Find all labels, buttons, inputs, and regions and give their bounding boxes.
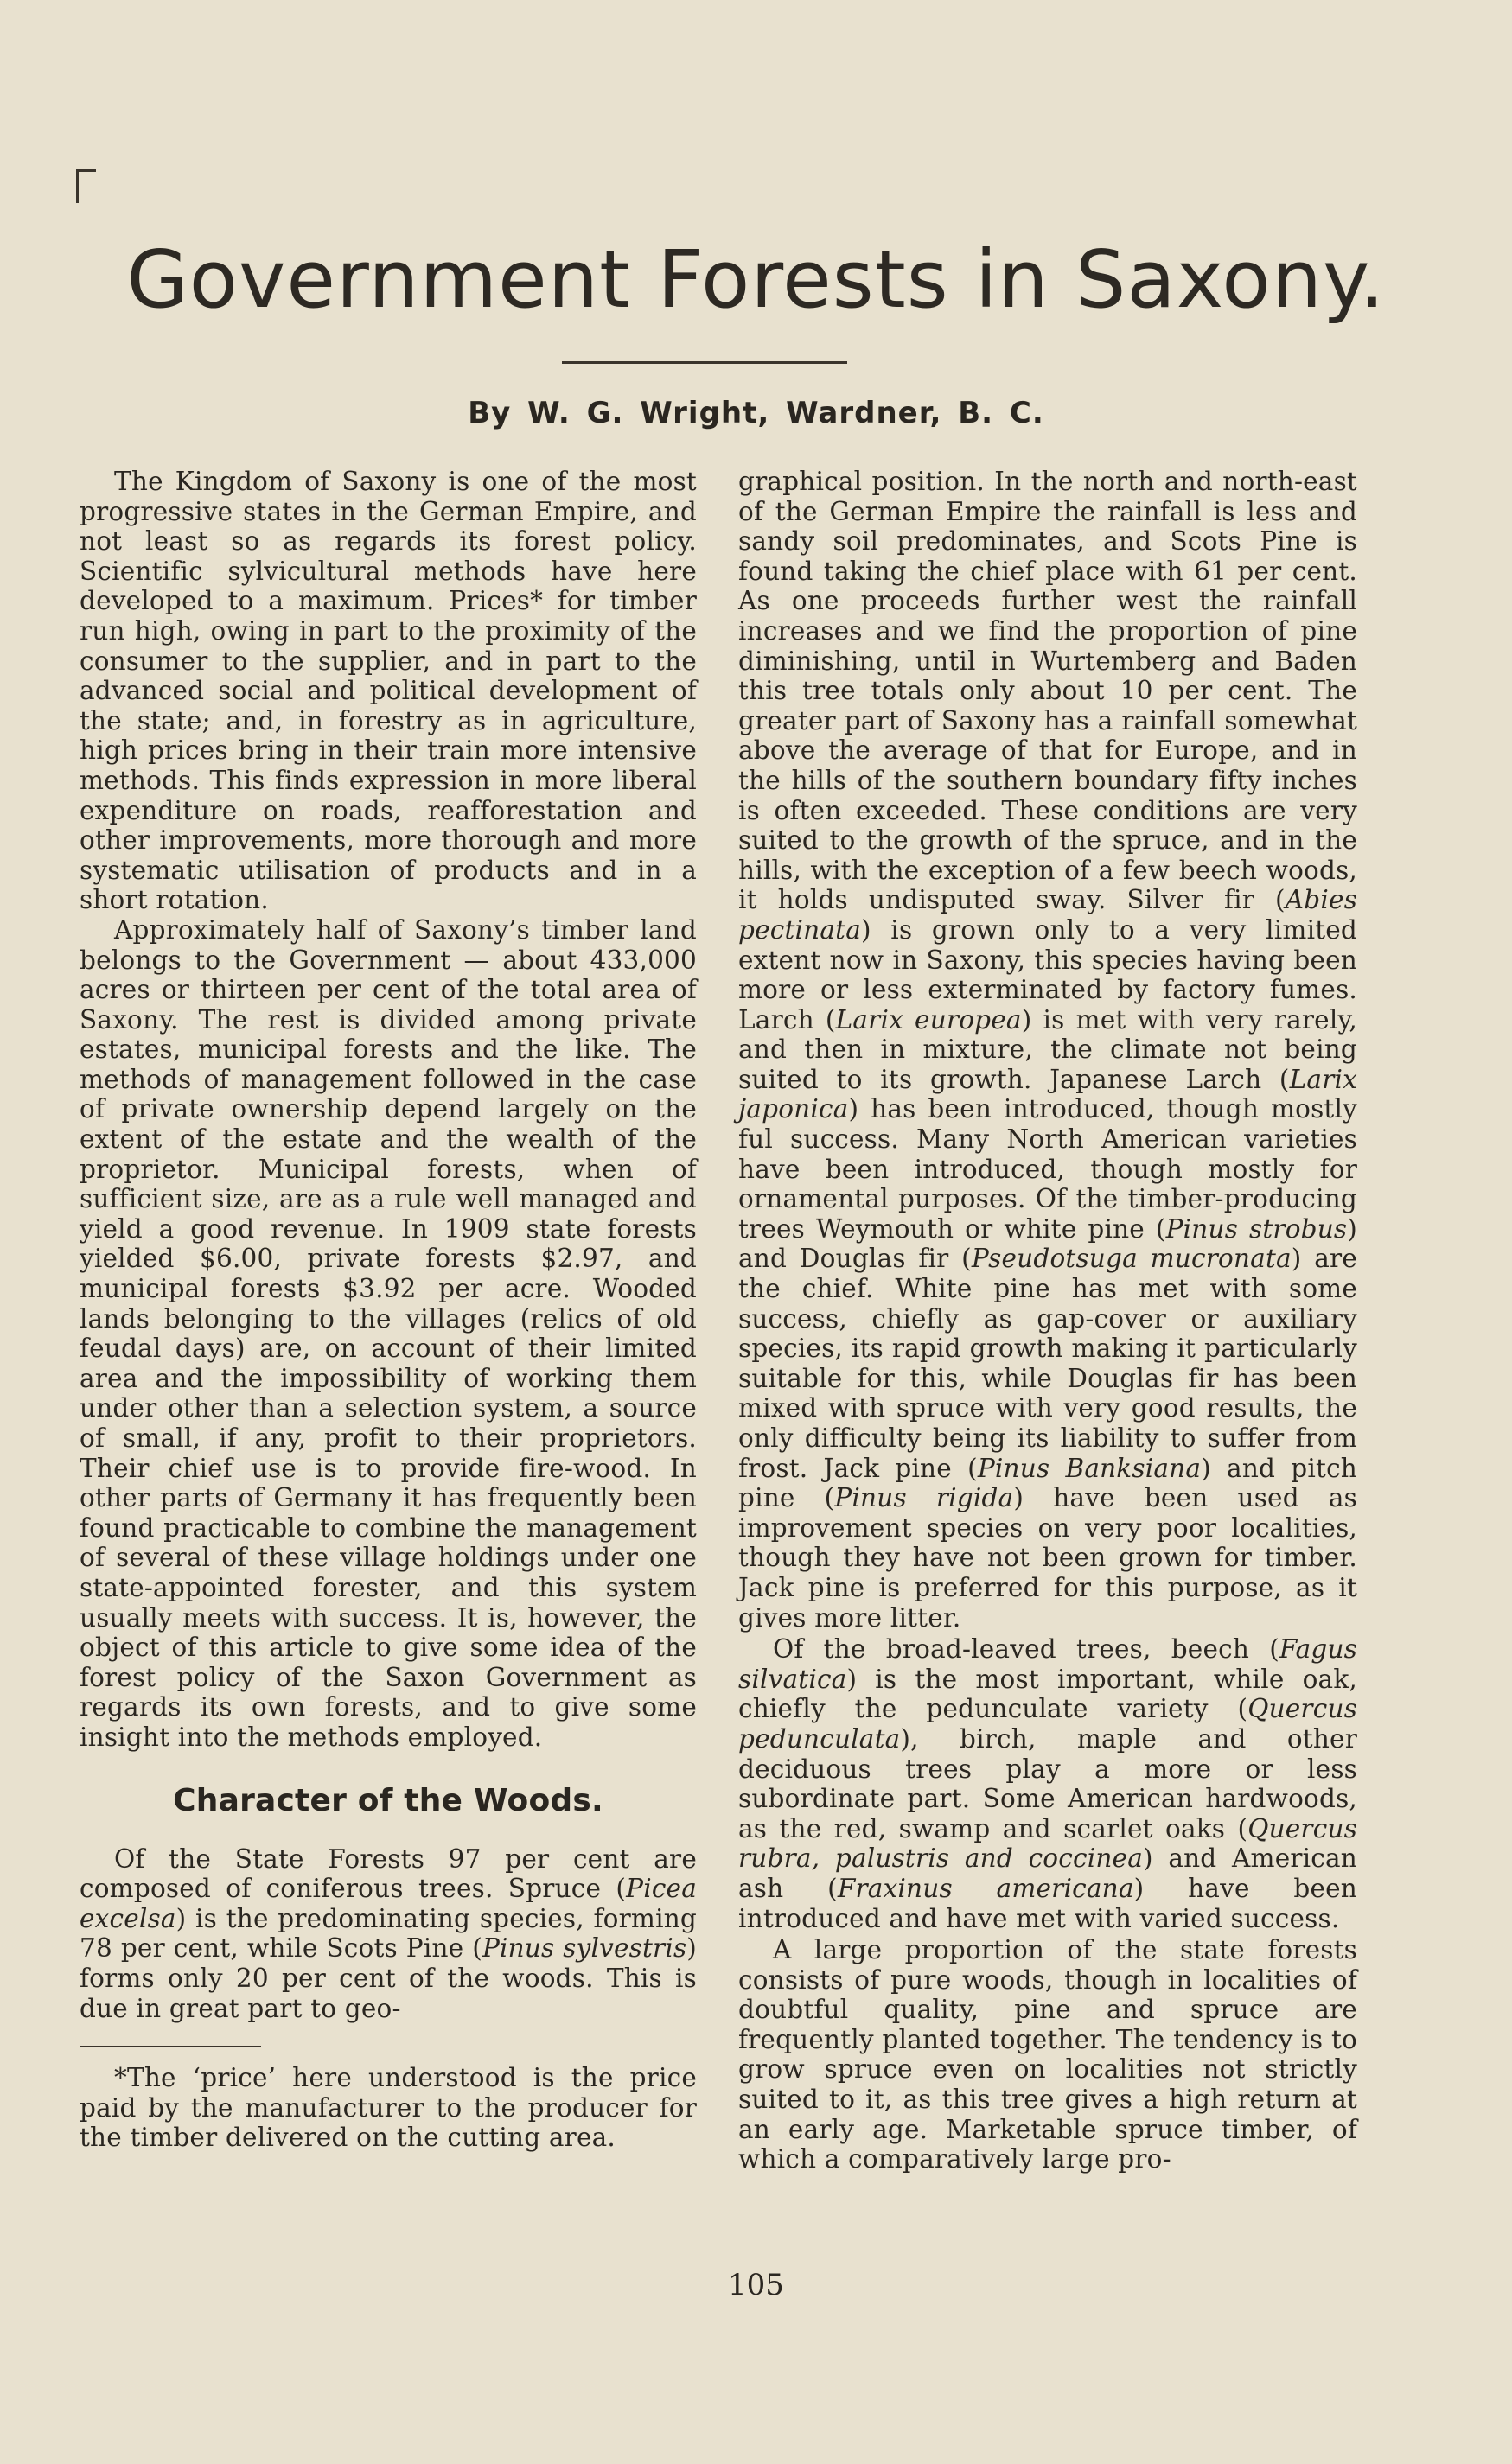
page-number: 105 bbox=[728, 2268, 784, 2302]
section-heading: Character of the Woods. bbox=[173, 1782, 603, 1818]
paragraph-geography: graphical position. In the north and north-east of the German Empire the rainfall is less and sandy soil predominates, and Scots Pine is found taking the chief place with 61 per cent. As one proceeds further west the rainfall increases and we find the proportion of pine diminishing, until in Wurtemberg and Baden this tree totals only about 10 per cent. The greater part of Saxony has a rainfall somewhat above the average of that for Europe, and in the hills of the southern boundary fifty inches is often exceeded. These conditions are very suited to the growth of the spruce, and in the hills, with the exception of a few beech woods, it holds undisputed sway. Silver fir (Abies pectinata) is grown only to a very limited extent now in Saxony, this species having been more or less exterminated by factory fumes. Larch (Larix europea) is met with very rarely, and then in mixture, the climate not being suited to its growth. Japanese Larch (Larix japonica) has been introduced, though mostly ful success. Many North American varieties have been introduced, though mostly for ornamental purposes. Of the timber-producing trees Weymouth or white pine (Pinus strobus) and Douglas fir (Pseudotsuga mucronata) are the chief. White pine has met with some success, chiefly as gap-cover or auxiliary species, its rapid growth making it particularly suitable for this, while Douglas fir has been mixed with spruce with very good results, the only difficulty being its liability to suffer from frost. Jack pine (Pinus Banksiana) and pitch pine (Pinus rigida) have been used as improvement species on very poor localities, though they have not been grown for timber. Jack pine is preferred for this purpose, as it gives more litter. bbox=[738, 467, 1358, 1633]
paragraph-broad-leaved: Of the broad-leaved trees, beech (Fagus silvatica) is the most important, while oak, chiefly the pedunculate variety (Quercus pedunculata), birch, maple and other deciduous trees play a more or less subordinate part. Some American hardwoods, as the red, swamp and scarlet oaks (Quercus rubra, palustris and coccinea) and American ash (Fraxinus americana) have been introduced and have met with varied success. bbox=[738, 1634, 1357, 1933]
article-title: Government Forests in Saxony. bbox=[126, 233, 1386, 326]
paragraph-state-forests: Of the State Forests 97 per cent are composed of coniferous trees. Spruce (Picea excelsa) is the predominating species, forming 78 per cent, while Scots Pine (Pinus sylvestris) forms only 20 per cent of the woods. This is due in great part to geo- bbox=[80, 1843, 698, 2023]
right-column bbox=[738, 467, 1357, 2264]
article-byline: By W. G. Wright, Wardner, B. C. bbox=[468, 396, 1044, 430]
title-divider bbox=[562, 361, 847, 364]
footnote-divider bbox=[80, 2046, 261, 2047]
corner-crop-mark bbox=[76, 169, 96, 203]
paragraph-government-land: Approximately half of Saxony’s timber land belongs to the Government — about 433,000 acres or thirteen per cent of the total area of Saxony. The rest is divided among private estates, municipal forests and the like. The methods of management followed in the case of private ownership depend largely on the extent of the estate and the wealth of the proprietor. Municipal forests, when of sufficient size, are as a rule well managed and yield a good revenue. In 1909 state forests yielded $6.00, private forests $2.97, and municipal forests $3.92 per acre. Wooded lands belonging to the villages (relics of old feudal days) are, on account of their limited area and the impossibility of working them under other than a selection system, a source of small, if any, profit to their proprietors. Their chief use is to provide fire-wood. In other parts of Germany it has frequently been found practicable to combine the management of several of these village holdings under one state-appointed forester, and this system usually meets with success. It is, however, the object of this article to give some idea of the forest policy of the Saxon Government as regards its own forests, and to give some insight into the methods employed. bbox=[80, 914, 697, 1752]
paragraph-pure-woods: A large proportion of the state forests consists of pure woods, though in localities of doubtful quality, pine and spruce are frequently planted together. The tendency is to grow spruce even on localities not strictly suited to it, as this tree gives a high return at an early age. Marketable spruce timber, of which a comparatively large pro- bbox=[738, 1935, 1357, 2174]
paragraph-intro: The Kingdom of Saxony is one of the most progressive states in the German Empire, and not least so as regards its forest policy. Scientific sylvicultural methods have here developed to a maximum. Prices* for timber run high, owing in part to the proximity of the consumer to the supplier, and in part to the advanced social and political development of the state; and, in forestry as in agriculture, high prices bring in their train more intensive methods. This finds expression in more liberal expenditure on roads, reafforestation and other improvements, more thorough and more systematic utilisation of products and in a short rotation. bbox=[80, 467, 697, 915]
footnote: *The ‘price’ here understood is the price paid by the manufacturer to the producer for the timber delivered on the cutting area. bbox=[80, 2063, 697, 2153]
left-column bbox=[80, 467, 697, 2282]
